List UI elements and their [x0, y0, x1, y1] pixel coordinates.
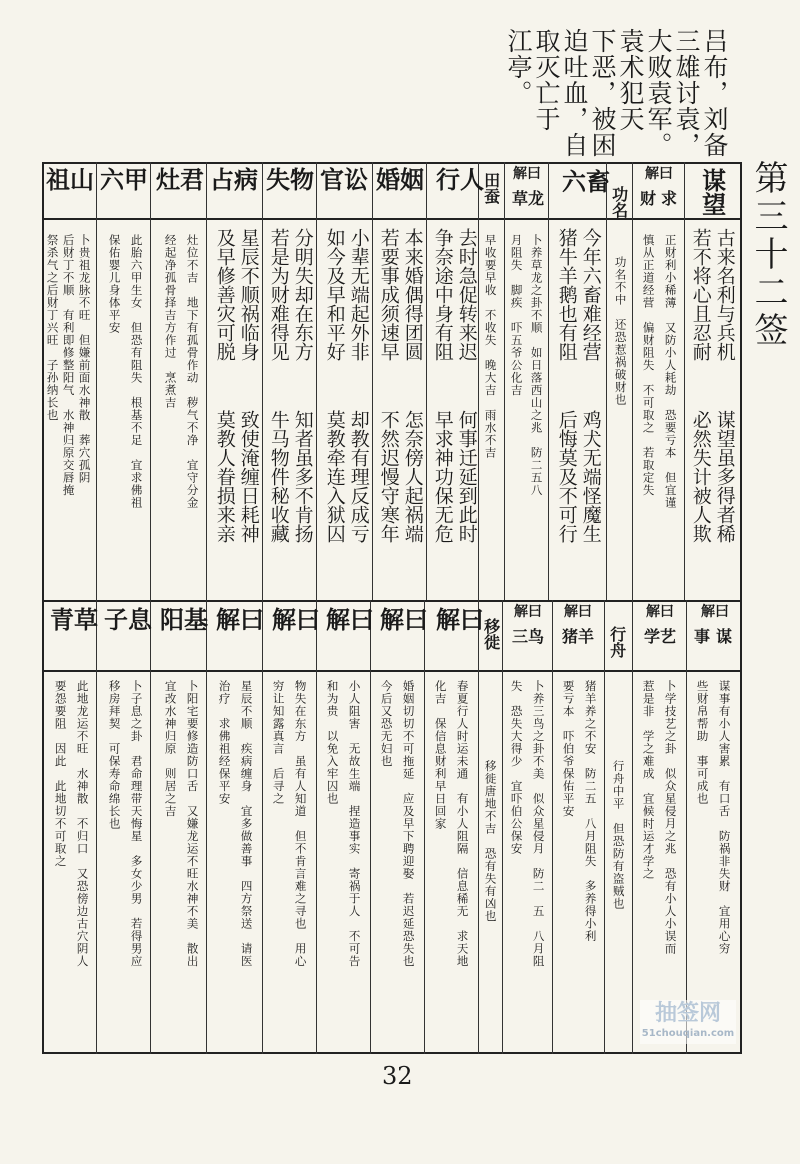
note-yangji-2: 宜改水神归原 则居之吉: [163, 680, 178, 818]
header-liuchu: 六畜: [562, 167, 610, 196]
header-jieyue-xingchen: 解曰: [216, 605, 264, 634]
header-sanniao: 三鸟: [511, 627, 544, 646]
col-divider: [632, 600, 633, 1054]
header-zixi: 子息: [104, 605, 152, 634]
header-zushan: 祖山: [46, 165, 94, 194]
poem-xingren-3: 何事迁延到此时: [455, 410, 478, 543]
poem-zhanbing-4: 莫教人眷损来亲: [213, 410, 236, 543]
note-zushan-2: 后财丁不顺 有利即修整阳气 水神归原交唇掩: [61, 234, 76, 497]
note-caolong-2: 月阻失 脚疾 吓五爷公化吉: [509, 234, 524, 397]
story-line-1: 吕布，刘备: [700, 28, 729, 158]
col-divider: [206, 600, 207, 1054]
note-liujia-1: 此胎六甲生女 但恐有阻失 根基不足 宜求佛祖: [129, 234, 144, 509]
col-divider: [552, 600, 553, 1054]
col-divider: [686, 600, 687, 1054]
col-divider: [426, 162, 427, 600]
note-hunyin2-2: 今后又恐无妇也: [379, 680, 394, 768]
poem-liuchu-4: 后悔莫及不可行: [555, 410, 578, 543]
note-sanniao-2: 失 恐失大得少 宜吓伯公保安: [509, 680, 524, 855]
col-divider: [478, 162, 479, 600]
header-caolong: 草龙: [511, 189, 544, 208]
poem-shiwu-4: 牛马物件秘收藏: [267, 410, 290, 543]
page-number: 32: [382, 1062, 413, 1090]
header-yangji: 阳基: [160, 605, 208, 634]
poem-guansong-4: 莫教牵连入狱囚: [323, 410, 346, 543]
poem-mouwang-2: 若不将心且忍耐: [689, 228, 712, 361]
story-line-3: 大败袁军。: [644, 28, 673, 158]
story-line-7: 取灭亡于: [532, 28, 561, 132]
watermark-url: 51chouqian.com: [641, 1028, 735, 1039]
poem-xingren-2: 争奈途中身有阻: [431, 228, 454, 361]
header-guansong: 官讼: [320, 165, 368, 194]
header-liujia: 六甲: [100, 165, 148, 194]
note-zixi-1: 卜子息之卦 君命理带天悔星 多女少男 若得男应: [129, 680, 144, 968]
header-gongming: 功名: [609, 186, 629, 218]
note-tiancan: 早收要早收 不收失 晚大吉 雨水不吉: [483, 234, 498, 459]
header-yitu: 移徙: [481, 618, 501, 650]
col-divider: [316, 162, 317, 600]
site-watermark: [640, 1000, 736, 1044]
poem-liuchu-1: 今年六畜难经营: [579, 228, 602, 361]
header-qingcao: 青草: [50, 605, 98, 634]
note-zixi-2: 移房拜契 可保寿命绵长也: [107, 680, 122, 830]
note-xiaoren-2: 和为贵 以免入牢囚也: [325, 680, 340, 805]
note-moushi-1: 谋事有小人害累 有口舌 防祸非失财 宜用心穷: [717, 680, 732, 955]
col-divider: [684, 162, 685, 600]
col-divider: [604, 600, 605, 1054]
col-divider: [150, 600, 151, 1054]
note-wushi-1: 物失在东方 虽有人知道 但不肯言难之寻也 用心: [293, 680, 308, 968]
note-xingchen-2: 治疗 求佛祖经保平安: [217, 680, 232, 805]
header-tiancan: 田蚕: [481, 172, 501, 204]
header-hunyin: 婚姻: [376, 165, 424, 194]
header-zhanbing: 占病: [210, 165, 258, 194]
note-xueyi-2: 惹是非 学之难成 宜候时运才学之: [641, 680, 656, 880]
col-divider: [150, 162, 151, 600]
col-divider: [504, 162, 505, 600]
poem-liuchu-2: 猪牛羊鹅也有阻: [555, 228, 578, 361]
tag-jieyue-sanniao: 解曰: [514, 604, 542, 620]
note-sanniao-1: 卜养三鸟之卦不美 似众星侵月 防二 五 八月阻: [531, 680, 546, 968]
note-zushan-1: 卜贵祖龙脉不旺 但嫌前面水神散 葬穴孤阴: [77, 234, 92, 484]
note-xingchen-1: 星辰不顺 疾病缠身 宜多做善事 四方祭送 请医: [239, 680, 254, 968]
header-qiucai-cai: 财: [640, 189, 657, 208]
note-liujia-2: 保佑婴儿身体平安: [107, 234, 122, 334]
note-zaojun-1: 灶位不吉 地下有孤骨作动 秽气不净 宜守分金: [185, 234, 200, 509]
note-caolong-1: 卜养草龙之卦不顺 如日落西山之兆 防二五八: [529, 234, 544, 497]
note-hunyin2-1: 婚姻切切不可拖延 应及早下聘迎娶 若迟延恐失也: [401, 680, 416, 968]
header-divider-bottom: [42, 670, 742, 672]
poem-guansong-1: 小辈无端起外非: [347, 228, 370, 361]
note-wushi-2: 穷让知露真言 后寻之: [271, 680, 286, 805]
note-zhuyang-1: 猪羊养之不安 防二五 八月阻失 多养得小利: [583, 680, 598, 943]
col-divider: [96, 600, 97, 1054]
note-xueyi-1: 卜学技艺之卦 似众星侵月之兆 恐有小人小误而: [663, 680, 678, 955]
page-title: 第三十二签: [748, 160, 788, 350]
poem-zhanbing-1: 星辰不顺祸临身: [237, 228, 260, 361]
poem-hunyin-1: 本来婚偶得团圆: [401, 228, 424, 361]
story-line-6: 迫吐血，自: [560, 28, 589, 158]
col-divider: [372, 162, 373, 600]
poem-zhanbing-3: 致使淹缠日耗神: [237, 410, 260, 543]
col-divider: [478, 600, 479, 1054]
header-jieyue-chunxia: 解曰: [436, 605, 484, 634]
col-divider: [548, 162, 549, 600]
header-shiwu: 失物: [266, 165, 314, 194]
header-jieyue-hunyin: 解曰: [380, 605, 428, 634]
header-jieyue-wushi: 解曰: [272, 605, 320, 634]
poem-liuchu-3: 鸡犬无端怪魔生: [579, 410, 602, 543]
note-gongming: 功名不中 还恐惹祸破财也: [613, 256, 628, 406]
col-divider: [370, 600, 371, 1054]
note-zhuyang-2: 要亏本 吓伯爷保佑平安: [561, 680, 576, 818]
note-qingcao-2: 要怨要阻 因此 此地切不可取之: [53, 680, 68, 868]
tag-jieyue-caolong: 解曰: [513, 166, 541, 182]
tag-jieyue-moushi: 解曰: [701, 604, 729, 620]
note-yangji-1: 卜阳宅要修造防口舌 又嫌龙运不旺水神不美 散出: [185, 680, 200, 968]
header-zhuyang: 猪羊: [561, 627, 594, 646]
tag-jieyue-qiucai: 解曰: [645, 166, 673, 182]
note-chunxia-1: 春夏行人时运未通 有小人阻隔 信息稀无 求天地: [455, 680, 470, 968]
note-zushan-3: 祭杀气之后财丁兴旺 子孙纳长也: [45, 234, 60, 422]
poem-hunyin-4: 不然迟慢守寒年: [377, 410, 400, 543]
note-xiaoren-1: 小人阻害 无故生端 捏造事实 寄祸于人 不可告: [347, 680, 362, 968]
note-moushi-2: 些财帛帮助 事可成也: [695, 680, 710, 805]
watermark-cn: 抽签网: [654, 1001, 721, 1026]
col-divider: [262, 600, 263, 1054]
header-divider-top: [42, 218, 742, 220]
story-line-5: 下恶，被困: [588, 28, 617, 158]
col-divider: [502, 600, 503, 1054]
header-zaojun: 灶君: [156, 165, 204, 194]
poem-mouwang-1: 古来名利与兵机: [713, 228, 736, 361]
poem-zhanbing-2: 及早修善灾可脱: [213, 228, 236, 361]
tag-jieyue-zhuyang: 解曰: [564, 604, 592, 620]
poem-hunyin-3: 怎奈傍人起祸端: [401, 410, 424, 543]
col-divider: [606, 162, 607, 600]
poem-guansong-3: 却教有理反成亏: [347, 410, 370, 543]
note-yitu: 移徙唐地不吉 恐有失有凶也: [483, 760, 498, 923]
note-qiucai-2: 慎从正道经营 偏财阻失 不可取之 若取定失: [641, 234, 656, 497]
story-line-4: 袁术犯天: [616, 28, 645, 132]
tag-jieyue-xueyi: 解曰: [646, 604, 674, 620]
col-divider: [96, 162, 97, 600]
note-chunxia-2: 化吉 保信息财利早日回家: [433, 680, 448, 830]
poem-guansong-2: 如今及早和平好: [323, 228, 346, 361]
header-qiucai-qiu: 求: [661, 189, 678, 208]
poem-shiwu-1: 分明失却在东方: [291, 228, 314, 361]
col-divider: [632, 162, 633, 600]
story-line-8: 江亭。: [504, 28, 533, 106]
poem-mouwang-3: 谋望虽多得者稀: [713, 410, 736, 543]
header-moushi-shi: 事: [694, 627, 711, 646]
col-divider: [316, 600, 317, 1054]
note-zaojun-2: 经起净孤骨择吉方作过 烹煮吉: [163, 234, 178, 409]
poem-xingren-4: 早求神功保无危: [431, 410, 454, 543]
header-xingren: 行人: [436, 165, 484, 194]
story-line-2: 三雄讨袁，: [672, 28, 701, 158]
note-xingzhou: 行舟中平 但恐防有盗贼也: [611, 760, 626, 910]
poem-shiwu-3: 知者虽多不肯扬: [291, 410, 314, 543]
note-qingcao-1: 此地龙运不旺 水神散 不归口 又恐傍边古穴阴人: [75, 680, 90, 968]
poem-hunyin-2: 若要事成须速早: [377, 228, 400, 361]
header-mouwang: 谋望: [697, 168, 727, 216]
header-jieyue-xiaoren: 解曰: [326, 605, 374, 634]
poem-shiwu-2: 若是为财难得见: [267, 228, 290, 361]
poem-xingren-1: 去时急促转来迟: [455, 228, 478, 361]
note-qiucai-1: 正财利小稀薄 又防小人耗劫 恐要亏本 但宜谨: [663, 234, 678, 509]
col-divider: [424, 600, 425, 1054]
header-moushi-mou: 谋: [716, 627, 733, 646]
col-divider: [206, 162, 207, 600]
col-divider: [262, 162, 263, 600]
header-xueyi: 学艺: [643, 627, 676, 646]
poem-mouwang-4: 必然失计被人欺: [689, 410, 712, 543]
header-xingzhou: 行舟: [607, 626, 627, 658]
